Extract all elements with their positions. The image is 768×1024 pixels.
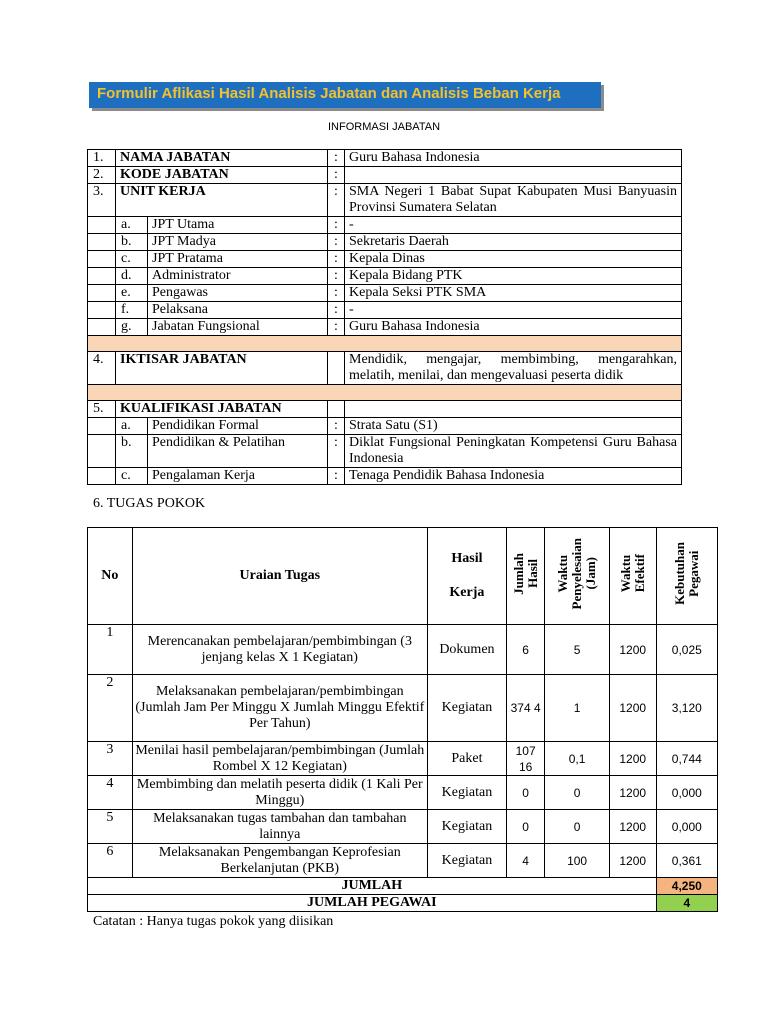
cell-waktu: 0,1 (545, 742, 609, 776)
field-value: Sekretaris Daerah (345, 234, 682, 251)
colon: : (328, 468, 345, 485)
cell-no: 2 (88, 675, 133, 742)
field-value: - (345, 217, 682, 234)
field-label: KODE JABATAN (116, 167, 328, 184)
row-pelaksana (88, 302, 682, 319)
empty-cell (88, 251, 116, 268)
table-row (88, 625, 718, 675)
empty-cell (328, 352, 345, 385)
row-nama-jabatan (88, 150, 682, 167)
cell-jumlah: 4 (506, 844, 544, 878)
header-jumlah-text: Jumlah Hasil (510, 552, 540, 595)
row-administrator (88, 268, 682, 285)
row-unit-kerja (88, 184, 682, 217)
colon: : (328, 234, 345, 251)
field-label: UNIT KERJA (116, 184, 328, 217)
table-row (88, 844, 718, 878)
colon: : (328, 184, 345, 217)
cell-kebutuhan: 0,000 (656, 810, 717, 844)
cell-efektif: 1200 (609, 776, 656, 810)
table-header-row (88, 528, 718, 625)
item-letter: e. (116, 285, 148, 302)
cell-efektif: 1200 (609, 844, 656, 878)
item-letter: g. (116, 319, 148, 336)
band-cell (88, 336, 682, 352)
item-letter: a. (116, 418, 148, 435)
header-uraian: Uraian Tugas (132, 528, 427, 625)
item-letter: d. (116, 268, 148, 285)
field-label: Administrator (148, 268, 328, 285)
section-subtitle: INFORMASI JABATAN (327, 121, 441, 133)
colon: : (328, 268, 345, 285)
empty-cell (88, 217, 116, 234)
cell-jumlah: 374 4 (506, 675, 544, 742)
jumlah-pegawai-row (88, 895, 718, 912)
field-value: Kepala Bidang PTK (345, 268, 682, 285)
header-waktu-penyelesaian-text: Waktu Penyelesaian (Jam) (555, 537, 599, 610)
jumlah-pegawai-value: 4 (656, 895, 717, 912)
colon: : (328, 251, 345, 268)
row-pengalaman-kerja (88, 468, 682, 485)
item-letter: c. (116, 251, 148, 268)
cell-uraian: Melaksanakan pembelajaran/pembimbingan (Jumlah Jam Per Minggu X Jumlah Minggu Efektif Per Tahun) (132, 675, 427, 742)
jumlah-pegawai-label: JUMLAH PEGAWAI (88, 895, 657, 912)
separator-band (88, 336, 682, 352)
row-jabatan-fungsional (88, 319, 682, 336)
header-waktu-penyelesaian (545, 528, 609, 625)
cell-waktu: 100 (545, 844, 609, 878)
row-number: 1. (88, 150, 116, 167)
field-label: Pendidikan & Pelatihan (148, 435, 328, 468)
cell-jumlah: 0 (506, 776, 544, 810)
cell-kebutuhan: 0,361 (656, 844, 717, 878)
empty-cell (88, 418, 116, 435)
empty-cell (345, 401, 682, 418)
empty-cell (328, 401, 345, 418)
field-value (345, 167, 682, 184)
cell-kebutuhan: 3,120 (656, 675, 717, 742)
item-letter: f. (116, 302, 148, 319)
field-label: Pendidikan Formal (148, 418, 328, 435)
cell-jumlah: 0 (506, 810, 544, 844)
field-label: JPT Madya (148, 234, 328, 251)
field-value: Kepala Seksi PTK SMA (345, 285, 682, 302)
footnote: Catatan : Hanya tugas pokok yang diisikan (93, 914, 334, 929)
table-row (88, 742, 718, 776)
field-label: Jabatan Fungsional (148, 319, 328, 336)
header-waktu-efektif (609, 528, 656, 625)
row-jpt-madya (88, 234, 682, 251)
field-label: JPT Pratama (148, 251, 328, 268)
empty-cell (88, 468, 116, 485)
field-label: KUALIFIKASI JABATAN (116, 401, 328, 418)
field-label: Pelaksana (148, 302, 328, 319)
cell-no: 5 (88, 810, 133, 844)
field-value: Guru Bahasa Indonesia (345, 150, 682, 167)
field-label: Pengalaman Kerja (148, 468, 328, 485)
header-kebutuhan-pegawai (656, 528, 717, 625)
total-label: JUMLAH (88, 878, 657, 895)
item-letter: b. (116, 435, 148, 468)
field-value: - (345, 302, 682, 319)
header-kebutuhan-text: Kebutuhan Pegawai (671, 542, 701, 605)
cell-no: 3 (88, 742, 133, 776)
field-value: Mendidik, mengajar, membimbing, mengarahkan, melatih, menilai, dan mengevaluasi peserta didik (345, 352, 682, 385)
row-number: 5. (88, 401, 116, 418)
cell-hasil: Dokumen (427, 625, 506, 675)
cell-no: 4 (88, 776, 133, 810)
section-tugas-pokok-heading: 6. TUGAS POKOK (93, 496, 206, 511)
cell-efektif: 1200 (609, 625, 656, 675)
item-letter: c. (116, 468, 148, 485)
row-jpt-utama (88, 217, 682, 234)
cell-waktu: 1 (545, 675, 609, 742)
table-row (88, 810, 718, 844)
empty-cell (88, 268, 116, 285)
cell-hasil: Kegiatan (427, 810, 506, 844)
empty-cell (88, 285, 116, 302)
cell-waktu: 0 (545, 776, 609, 810)
row-pengawas (88, 285, 682, 302)
row-kualifikasi-jabatan (88, 401, 682, 418)
table-row (88, 776, 718, 810)
info-jabatan-table (87, 149, 682, 485)
row-number: 4. (88, 352, 116, 385)
cell-no: 1 (88, 625, 133, 675)
tugas-pokok-table (87, 527, 718, 912)
row-kode-jabatan (88, 167, 682, 184)
colon: : (328, 285, 345, 302)
row-pendidikan-formal (88, 418, 682, 435)
form-title: Formulir Aflikasi Hasil Analisis Jabatan dan Analisis Beban Kerja (97, 85, 561, 102)
cell-efektif: 1200 (609, 675, 656, 742)
colon: : (328, 435, 345, 468)
cell-uraian: Melaksanakan tugas tambahan dan tambahan lainnya (132, 810, 427, 844)
cell-uraian: Menilai hasil pembelajaran/pembimbingan (Jumlah Rombel X 12 Kegiatan) (132, 742, 427, 776)
cell-jumlah: 107 16 (506, 742, 544, 776)
row-jpt-pratama (88, 251, 682, 268)
total-value: 4,250 (656, 878, 717, 895)
item-letter: b. (116, 234, 148, 251)
colon: : (328, 217, 345, 234)
band-cell (88, 385, 682, 401)
header-hasil-line2: Kerja (449, 585, 485, 600)
cell-waktu: 0 (545, 810, 609, 844)
row-iktisar-jabatan (88, 352, 682, 385)
field-label: JPT Utama (148, 217, 328, 234)
empty-cell (88, 435, 116, 468)
field-value: SMA Negeri 1 Babat Supat Kabupaten Musi Banyuasin Provinsi Sumatera Selatan (345, 184, 682, 217)
field-value: Diklat Fungsional Peningkatan Kompetensi Guru Bahasa Indonesia (345, 435, 682, 468)
cell-waktu: 5 (545, 625, 609, 675)
field-value: Strata Satu (S1) (345, 418, 682, 435)
row-number: 2. (88, 167, 116, 184)
colon: : (328, 167, 345, 184)
row-number: 3. (88, 184, 116, 217)
cell-uraian: Melaksanakan Pengembangan Keprofesian Berkelanjutan (PKB) (132, 844, 427, 878)
cell-jumlah: 6 (506, 625, 544, 675)
empty-cell (88, 302, 116, 319)
cell-uraian: Membimbing dan melatih peserta didik (1 Kali Per Minggu) (132, 776, 427, 810)
form-title-banner (89, 82, 601, 108)
field-label: IKTISAR JABATAN (116, 352, 328, 385)
header-hasil-kerja (427, 528, 506, 625)
field-value: Guru Bahasa Indonesia (345, 319, 682, 336)
cell-hasil: Kegiatan (427, 844, 506, 878)
field-value: Tenaga Pendidik Bahasa Indonesia (345, 468, 682, 485)
row-pendidikan-pelatihan (88, 435, 682, 468)
total-row (88, 878, 718, 895)
cell-kebutuhan: 0,744 (656, 742, 717, 776)
cell-efektif: 1200 (609, 810, 656, 844)
field-label: Pengawas (148, 285, 328, 302)
colon: : (328, 319, 345, 336)
cell-kebutuhan: 0,000 (656, 776, 717, 810)
cell-uraian: Merencanakan pembelajaran/pembimbingan (3 jenjang kelas X 1 Kegiatan) (132, 625, 427, 675)
header-no: No (88, 528, 133, 625)
field-label: NAMA JABATAN (116, 150, 328, 167)
cell-no: 6 (88, 844, 133, 878)
colon: : (328, 302, 345, 319)
header-waktu-efektif-text: Waktu Efektif (617, 554, 647, 593)
item-letter: a. (116, 217, 148, 234)
empty-cell (88, 319, 116, 336)
colon: : (328, 418, 345, 435)
empty-cell (88, 234, 116, 251)
cell-efektif: 1200 (609, 742, 656, 776)
header-jumlah-hasil (506, 528, 544, 625)
table-row (88, 675, 718, 742)
field-value: Kepala Dinas (345, 251, 682, 268)
cell-hasil: Kegiatan (427, 776, 506, 810)
colon: : (328, 150, 345, 167)
separator-band (88, 385, 682, 401)
header-hasil-line1: Hasil (451, 551, 483, 566)
cell-hasil: Kegiatan (427, 675, 506, 742)
cell-hasil: Paket (427, 742, 506, 776)
cell-kebutuhan: 0,025 (656, 625, 717, 675)
